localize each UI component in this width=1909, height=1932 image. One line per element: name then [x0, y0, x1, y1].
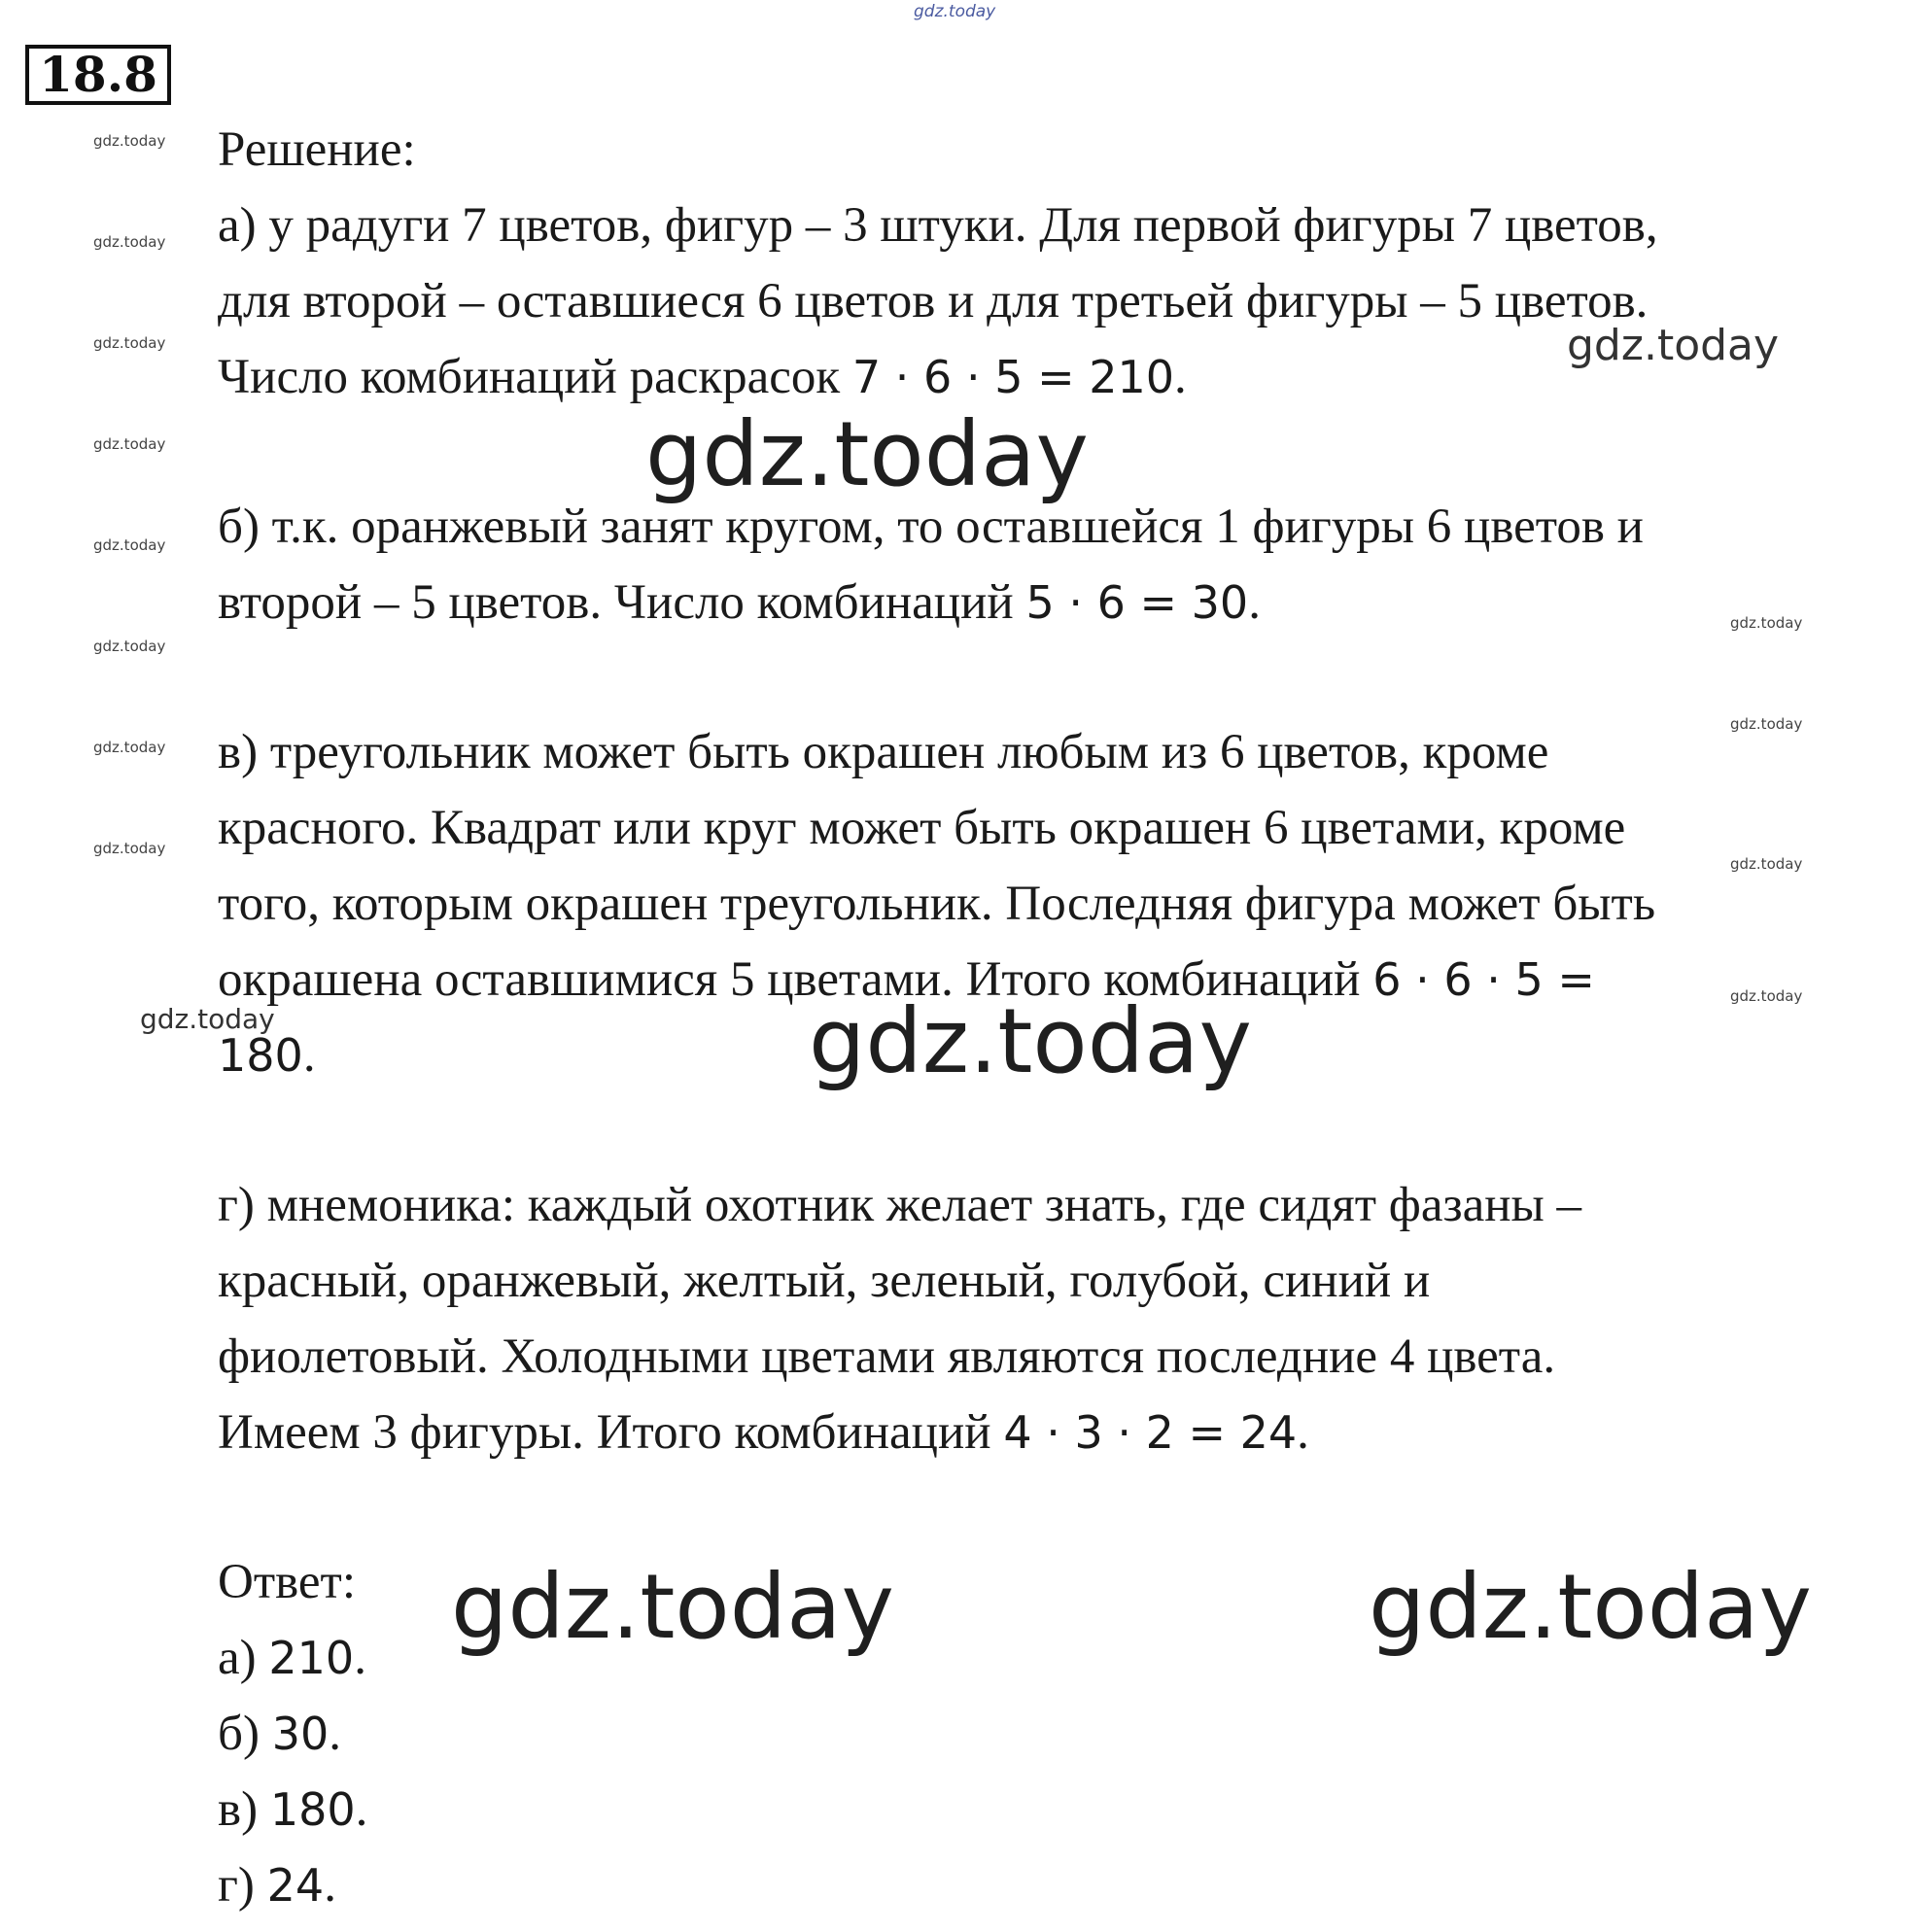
part-b-line-1: б) т.к. оранжевый занят кругом, то оставшейся 1 фигуры 6 цветов и [218, 500, 1644, 554]
watermark-right-1: gdz.today [1730, 614, 1803, 632]
answer-item-c-end: . [355, 1782, 368, 1837]
answer-heading: Ответ: [218, 1555, 356, 1609]
part-d-line-3: фиолетовый. Холодными цветами являются последние 4 цвета. [218, 1329, 1556, 1384]
watermark-left-2: gdz.today [93, 233, 166, 251]
answer-item-d [218, 1856, 336, 1915]
part-c-result: 180 [218, 1029, 303, 1082]
watermark-left-7: gdz.today [93, 739, 166, 756]
watermark-left-6: gdz.today [93, 638, 166, 655]
answer-item-c-value: 180 [269, 1783, 356, 1836]
watermark-medium-1: gdz.today [1567, 321, 1780, 370]
watermark-large-3: gdz.today [451, 1555, 894, 1659]
part-a-formula: 7 · 6 · 5 = 210 [851, 351, 1175, 403]
answer-item-b [218, 1705, 341, 1763]
watermark-large-2: gdz.today [809, 989, 1252, 1093]
answer-item-a [218, 1629, 366, 1687]
answer-item-b-value: 30 [271, 1708, 330, 1760]
part-d-line-4 [218, 1403, 1309, 1462]
watermark-left-8: gdz.today [93, 840, 166, 857]
answer-item-b-label: б) [218, 1707, 272, 1761]
part-b-line-2-end: . [1248, 575, 1261, 630]
part-c-line-4 [218, 950, 1595, 1009]
part-d-line-1: г) мнемоника: каждый охотник желает знать, где сидят фазаны – [218, 1178, 1582, 1232]
part-c-line-4-text: окрашена оставшимися 5 цветами. Итого комбинаций [218, 952, 1373, 1007]
problem-number: 18.8 [25, 45, 171, 105]
answer-item-b-end: . [329, 1707, 341, 1761]
watermark-top: gdz.today [914, 2, 996, 21]
answer-item-a-end: . [354, 1631, 366, 1685]
watermark-right-3: gdz.today [1730, 855, 1803, 873]
solution-heading: Решение: [218, 122, 416, 177]
part-a-line-2: для второй – оставшиеся 6 цветов и для третьей фигуры – 5 цветов. [218, 274, 1649, 328]
part-b-formula: 5 · 6 = 30 [1025, 576, 1249, 629]
answer-item-d-end: . [324, 1858, 336, 1913]
part-c-line-5-end: . [302, 1028, 316, 1083]
part-d-line-4-text: Имеем 3 фигуры. Итого комбинаций [218, 1405, 1004, 1460]
part-a-line-3-end: . [1174, 350, 1187, 404]
part-b-line-2 [218, 573, 1261, 632]
answer-item-d-label: г) [218, 1858, 267, 1913]
part-c-line-5 [218, 1026, 316, 1085]
part-d-line-2: красный, оранжевый, желтый, зеленый, голубой, синий и [218, 1254, 1431, 1308]
answer-item-c-label: в) [218, 1782, 270, 1837]
part-c-line-3: того, которым окрашен треугольник. Последняя фигура может быть [218, 877, 1656, 931]
part-d-line-4-end: . [1297, 1405, 1309, 1460]
watermark-right-4: gdz.today [1730, 987, 1803, 1005]
part-a-line-3 [218, 348, 1187, 406]
watermark-left-1: gdz.today [93, 132, 166, 150]
watermark-left-4: gdz.today [93, 435, 166, 453]
watermark-right-2: gdz.today [1730, 715, 1803, 733]
part-a-line-1: а) у радуги 7 цветов, фигур – 3 штуки. Для первой фигуры 7 цветов, [218, 198, 1658, 253]
answer-item-a-value: 210 [268, 1632, 355, 1684]
watermark-left-3: gdz.today [93, 334, 166, 352]
part-b-line-2-text: второй – 5 цветов. Число комбинаций [218, 575, 1026, 630]
part-d-formula: 4 · 3 · 2 = 24 [1003, 1406, 1298, 1459]
answer-item-d-value: 24 [266, 1859, 325, 1912]
watermark-medium-2: gdz.today [140, 1003, 275, 1035]
part-c-line-2: красного. Квадрат или круг может быть окрашен 6 цветами, кроме [218, 801, 1626, 855]
watermark-large-4: gdz.today [1369, 1555, 1812, 1659]
part-a-line-3-text: Число комбинаций раскрасок [218, 350, 852, 404]
watermark-large-1: gdz.today [645, 402, 1089, 506]
watermark-left-5: gdz.today [93, 536, 166, 554]
part-c-line-1: в) треугольник может быть окрашен любым из 6 цветов, кроме [218, 725, 1549, 779]
answer-item-a-label: а) [218, 1631, 269, 1685]
answer-item-c [218, 1780, 367, 1839]
part-c-formula: 6 · 6 · 5 = [1372, 953, 1595, 1006]
